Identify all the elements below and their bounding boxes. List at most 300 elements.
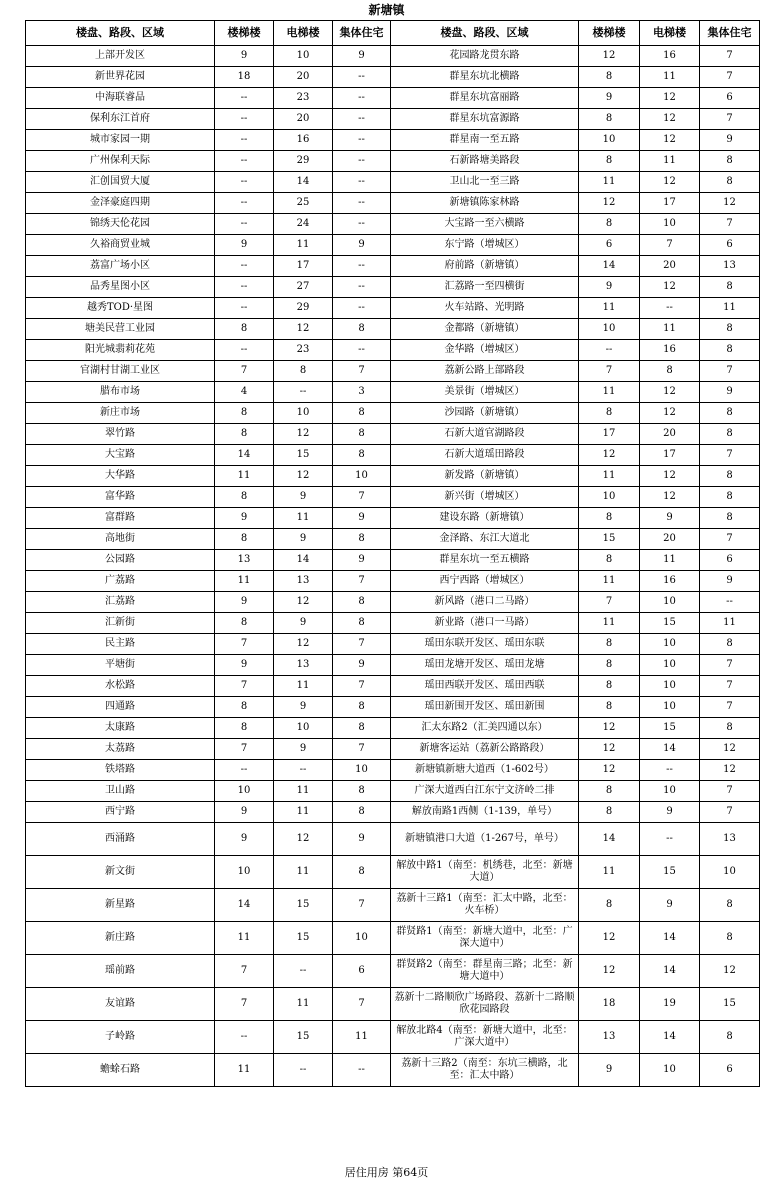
cell-collective-left: 9 <box>333 235 391 256</box>
cell-area-right: 新塘镇港口大道（1-267号，单号） <box>391 823 579 856</box>
cell-elevator-right: 14 <box>640 955 700 988</box>
cell-stair-left: 9 <box>215 508 274 529</box>
cell-area-left: 广荔路 <box>26 571 215 592</box>
cell-collective-left: 7 <box>333 487 391 508</box>
table-row <box>26 718 760 739</box>
cell-area-left: 太荔路 <box>26 739 215 760</box>
cell-elevator-left: 10 <box>274 46 333 67</box>
table-row <box>26 1054 760 1087</box>
cell-collective-left: -- <box>333 1054 391 1087</box>
table-row <box>26 466 760 487</box>
cell-elevator-right: 16 <box>640 340 700 361</box>
cell-elevator-right: 12 <box>640 403 700 424</box>
table-body <box>26 46 760 1087</box>
cell-stair-left: 9 <box>215 235 274 256</box>
cell-collective-right: 8 <box>700 403 760 424</box>
cell-stair-left: -- <box>215 88 274 109</box>
cell-elevator-left: 12 <box>274 592 333 613</box>
cell-collective-right: 7 <box>700 676 760 697</box>
cell-elevator-right: 17 <box>640 445 700 466</box>
cell-elevator-right: 11 <box>640 151 700 172</box>
cell-collective-right: 13 <box>700 256 760 277</box>
cell-collective-left: -- <box>333 67 391 88</box>
cell-elevator-right: 9 <box>640 889 700 922</box>
cell-collective-left: 10 <box>333 760 391 781</box>
cell-elevator-left: 11 <box>274 676 333 697</box>
cell-stair-right: 7 <box>579 361 640 382</box>
cell-elevator-right: 10 <box>640 634 700 655</box>
cell-elevator-right: 10 <box>640 1054 700 1087</box>
cell-elevator-right: 12 <box>640 109 700 130</box>
cell-area-right: 东宁路（增城区） <box>391 235 579 256</box>
cell-elevator-left: 15 <box>274 445 333 466</box>
cell-elevator-right: 16 <box>640 571 700 592</box>
cell-stair-right: 12 <box>579 193 640 214</box>
cell-area-right: 群星东坑富丽路 <box>391 88 579 109</box>
cell-stair-right: 11 <box>579 172 640 193</box>
table-row <box>26 382 760 403</box>
cell-collective-left: -- <box>333 298 391 319</box>
cell-stair-right: 11 <box>579 382 640 403</box>
cell-stair-right: 18 <box>579 988 640 1021</box>
cell-elevator-right: 11 <box>640 550 700 571</box>
cell-collective-right: 7 <box>700 109 760 130</box>
cell-stair-right: 8 <box>579 67 640 88</box>
cell-elevator-left: 13 <box>274 655 333 676</box>
cell-area-right: 瑶田新围开发区、瑶田新围 <box>391 697 579 718</box>
cell-area-left: 子岭路 <box>26 1021 215 1054</box>
table-row <box>26 697 760 718</box>
cell-stair-left: 7 <box>215 676 274 697</box>
cell-elevator-right: 10 <box>640 697 700 718</box>
cell-area-right: 沙园路（新塘镇） <box>391 403 579 424</box>
cell-area-right: 新风路（港口二马路） <box>391 592 579 613</box>
cell-stair-right: 14 <box>579 823 640 856</box>
cell-collective-left: 6 <box>333 955 391 988</box>
cell-area-left: 汇新街 <box>26 613 215 634</box>
cell-area-left: 新庄路 <box>26 922 215 955</box>
cell-elevator-right: 12 <box>640 466 700 487</box>
cell-elevator-right: 11 <box>640 67 700 88</box>
cell-collective-right: 7 <box>700 46 760 67</box>
cell-stair-left: 7 <box>215 634 274 655</box>
cell-area-left: 西涌路 <box>26 823 215 856</box>
cell-collective-right: -- <box>700 592 760 613</box>
cell-elevator-left: 9 <box>274 613 333 634</box>
cell-area-left: 越秀TOD·星图 <box>26 298 215 319</box>
table-row <box>26 214 760 235</box>
cell-collective-right: 6 <box>700 235 760 256</box>
cell-area-right: 大宝路一至六横路 <box>391 214 579 235</box>
cell-collective-right: 8 <box>700 172 760 193</box>
cell-elevator-left: 11 <box>274 781 333 802</box>
cell-stair-left: 7 <box>215 361 274 382</box>
cell-area-right: 汇太东路2（汇美四通以东） <box>391 718 579 739</box>
table-row <box>26 508 760 529</box>
cell-stair-left: 18 <box>215 67 274 88</box>
cell-elevator-left: 10 <box>274 718 333 739</box>
price-table <box>25 20 760 1087</box>
table-row <box>26 760 760 781</box>
cell-stair-left: 8 <box>215 718 274 739</box>
cell-stair-right: 11 <box>579 466 640 487</box>
cell-elevator-right: 7 <box>640 235 700 256</box>
cell-elevator-right: -- <box>640 298 700 319</box>
cell-stair-left: -- <box>215 256 274 277</box>
cell-collective-left: 7 <box>333 739 391 760</box>
table-row <box>26 529 760 550</box>
cell-stair-right: 8 <box>579 802 640 823</box>
cell-stair-right: 11 <box>579 571 640 592</box>
cell-collective-right: 6 <box>700 88 760 109</box>
cell-area-right: 瑶田西联开发区、瑶田西联 <box>391 676 579 697</box>
cell-stair-left: -- <box>215 214 274 235</box>
cell-stair-left: 10 <box>215 856 274 889</box>
table-row <box>26 445 760 466</box>
cell-area-right: 荔新十三路2（南至：东坑三横路，北至：汇太中路） <box>391 1054 579 1087</box>
cell-collective-right: 7 <box>700 802 760 823</box>
table-row <box>26 424 760 445</box>
table-row <box>26 67 760 88</box>
cell-area-left: 阳光城翡莉花苑 <box>26 340 215 361</box>
cell-stair-right: 8 <box>579 655 640 676</box>
cell-elevator-right: 9 <box>640 508 700 529</box>
cell-area-right: 群贤路2（南至：群星南三路；北至：新塘大道中） <box>391 955 579 988</box>
cell-stair-left: 8 <box>215 319 274 340</box>
cell-collective-right: 9 <box>700 571 760 592</box>
table-row <box>26 676 760 697</box>
cell-area-right: 石新大道官湖路段 <box>391 424 579 445</box>
cell-area-left: 瑶前路 <box>26 955 215 988</box>
cell-area-left: 广州保利天际 <box>26 151 215 172</box>
cell-collective-left: 8 <box>333 856 391 889</box>
cell-collective-right: 13 <box>700 823 760 856</box>
cell-stair-left: -- <box>215 193 274 214</box>
cell-collective-right: 7 <box>700 214 760 235</box>
table-row <box>26 109 760 130</box>
cell-area-left: 城市家园一期 <box>26 130 215 151</box>
cell-collective-right: 8 <box>700 922 760 955</box>
table-row <box>26 922 760 955</box>
cell-collective-right: 12 <box>700 739 760 760</box>
cell-elevator-left: 29 <box>274 151 333 172</box>
table-row <box>26 634 760 655</box>
cell-elevator-left: 24 <box>274 214 333 235</box>
cell-collective-left: 9 <box>333 508 391 529</box>
cell-stair-left: 8 <box>215 424 274 445</box>
cell-stair-right: 8 <box>579 550 640 571</box>
cell-area-left: 塘美民营工业园 <box>26 319 215 340</box>
cell-stair-left: -- <box>215 760 274 781</box>
cell-elevator-right: 12 <box>640 88 700 109</box>
cell-elevator-right: 15 <box>640 718 700 739</box>
cell-collective-left: 10 <box>333 922 391 955</box>
cell-collective-left: -- <box>333 340 391 361</box>
cell-stair-right: 13 <box>579 1021 640 1054</box>
table-row <box>26 655 760 676</box>
cell-elevator-left: 9 <box>274 697 333 718</box>
cell-area-right: 群贤路1（南至：新塘大道中，北至：广深大道中） <box>391 922 579 955</box>
cell-area-right: 广深大道西白江东宁文济岭二排 <box>391 781 579 802</box>
cell-area-left: 荔富广场小区 <box>26 256 215 277</box>
table-row <box>26 151 760 172</box>
cell-elevator-left: 17 <box>274 256 333 277</box>
page-title: 新塘镇 <box>368 3 405 17</box>
cell-collective-left: 8 <box>333 319 391 340</box>
table-row <box>26 172 760 193</box>
cell-stair-right: 7 <box>579 592 640 613</box>
col-header-elevator-right: 电梯楼 <box>640 21 700 46</box>
cell-stair-right: -- <box>579 340 640 361</box>
cell-stair-right: 11 <box>579 856 640 889</box>
cell-collective-right: 7 <box>700 361 760 382</box>
cell-area-left: 翠竹路 <box>26 424 215 445</box>
cell-area-left: 友谊路 <box>26 988 215 1021</box>
cell-area-left: 大华路 <box>26 466 215 487</box>
cell-area-right: 解放中路1（南至：机绣巷，北至：新塘大道） <box>391 856 579 889</box>
cell-area-left: 西宁路 <box>26 802 215 823</box>
table-row <box>26 319 760 340</box>
cell-elevator-right: 10 <box>640 676 700 697</box>
cell-stair-left: -- <box>215 1021 274 1054</box>
cell-area-left: 锦绣天伦花园 <box>26 214 215 235</box>
table-row <box>26 856 760 889</box>
cell-elevator-left: 15 <box>274 1021 333 1054</box>
cell-elevator-left: 11 <box>274 235 333 256</box>
table-row <box>26 256 760 277</box>
cell-elevator-left: 12 <box>274 319 333 340</box>
cell-stair-right: 8 <box>579 214 640 235</box>
table-row <box>26 88 760 109</box>
cell-area-right: 群星南一至五路 <box>391 130 579 151</box>
cell-area-right: 瑶田龙塘开发区、瑶田龙塘 <box>391 655 579 676</box>
col-header-elevator-left: 电梯楼 <box>274 21 333 46</box>
cell-collective-left: -- <box>333 172 391 193</box>
cell-collective-left: 7 <box>333 571 391 592</box>
cell-elevator-left: -- <box>274 955 333 988</box>
cell-collective-left: -- <box>333 88 391 109</box>
page-footer: 居住用房 第64页 <box>344 1166 429 1179</box>
cell-collective-right: 8 <box>700 889 760 922</box>
cell-stair-right: 8 <box>579 151 640 172</box>
cell-area-right: 群星东坑一至五横路 <box>391 550 579 571</box>
cell-stair-left: 14 <box>215 445 274 466</box>
cell-stair-right: 9 <box>579 277 640 298</box>
cell-stair-right: 9 <box>579 1054 640 1087</box>
cell-stair-right: 6 <box>579 235 640 256</box>
cell-area-right: 火车站路、光明路 <box>391 298 579 319</box>
cell-stair-left: 11 <box>215 922 274 955</box>
cell-area-right: 荔新十三路1（南至：汇太中路，北至：火车桥） <box>391 889 579 922</box>
cell-stair-left: 14 <box>215 889 274 922</box>
cell-collective-right: 9 <box>700 130 760 151</box>
cell-elevator-right: 16 <box>640 46 700 67</box>
cell-area-left: 蟾蜍石路 <box>26 1054 215 1087</box>
cell-collective-right: 7 <box>700 697 760 718</box>
cell-area-left: 金泽豪庭四期 <box>26 193 215 214</box>
cell-area-right: 新兴街（增城区） <box>391 487 579 508</box>
cell-area-left: 上部开发区 <box>26 46 215 67</box>
cell-collective-left: -- <box>333 109 391 130</box>
cell-stair-right: 8 <box>579 676 640 697</box>
cell-collective-left: 8 <box>333 529 391 550</box>
cell-collective-right: 6 <box>700 550 760 571</box>
cell-area-right: 金泽路、东江大道北 <box>391 529 579 550</box>
cell-area-right: 金都路（新塘镇） <box>391 319 579 340</box>
cell-elevator-left: 29 <box>274 298 333 319</box>
cell-collective-left: 7 <box>333 361 391 382</box>
cell-area-left: 新文街 <box>26 856 215 889</box>
cell-collective-right: 11 <box>700 298 760 319</box>
cell-elevator-right: 12 <box>640 487 700 508</box>
cell-collective-left: 9 <box>333 823 391 856</box>
col-header-area-left: 楼盘、路段、区域 <box>26 21 215 46</box>
cell-area-right: 汇荔路一至四横街 <box>391 277 579 298</box>
table-row <box>26 988 760 1021</box>
cell-collective-right: 8 <box>700 1021 760 1054</box>
cell-elevator-left: 14 <box>274 172 333 193</box>
cell-collective-left: 3 <box>333 382 391 403</box>
cell-collective-left: 8 <box>333 403 391 424</box>
cell-collective-right: 7 <box>700 655 760 676</box>
cell-stair-right: 8 <box>579 403 640 424</box>
cell-elevator-right: 20 <box>640 424 700 445</box>
cell-collective-left: 8 <box>333 613 391 634</box>
cell-stair-right: 10 <box>579 319 640 340</box>
cell-collective-right: 7 <box>700 781 760 802</box>
table-row <box>26 781 760 802</box>
cell-elevator-left: -- <box>274 760 333 781</box>
cell-elevator-right: 8 <box>640 361 700 382</box>
cell-area-right: 群星东坑北横路 <box>391 67 579 88</box>
cell-stair-right: 14 <box>579 256 640 277</box>
cell-elevator-right: -- <box>640 760 700 781</box>
cell-elevator-left: 9 <box>274 487 333 508</box>
cell-stair-left: -- <box>215 130 274 151</box>
cell-stair-left: -- <box>215 109 274 130</box>
cell-stair-left: 11 <box>215 1054 274 1087</box>
cell-area-left: 民主路 <box>26 634 215 655</box>
cell-area-right: 群星东坑富源路 <box>391 109 579 130</box>
cell-area-right: 西宁西路（增城区） <box>391 571 579 592</box>
table-row <box>26 1021 760 1054</box>
cell-area-left: 汇荔路 <box>26 592 215 613</box>
col-header-area-right: 楼盘、路段、区域 <box>391 21 579 46</box>
cell-collective-left: -- <box>333 214 391 235</box>
cell-collective-right: 7 <box>700 445 760 466</box>
table-row <box>26 298 760 319</box>
cell-elevator-left: 11 <box>274 988 333 1021</box>
cell-elevator-right: 10 <box>640 655 700 676</box>
table-row <box>26 46 760 67</box>
cell-collective-left: 9 <box>333 550 391 571</box>
cell-elevator-left: 23 <box>274 88 333 109</box>
cell-area-left: 水松路 <box>26 676 215 697</box>
cell-elevator-right: 10 <box>640 781 700 802</box>
cell-area-right: 新塘镇新塘大道西（1-602号） <box>391 760 579 781</box>
cell-elevator-left: 13 <box>274 571 333 592</box>
cell-collective-right: 8 <box>700 151 760 172</box>
cell-area-right: 金华路（增城区） <box>391 340 579 361</box>
cell-stair-left: 8 <box>215 613 274 634</box>
cell-area-right: 新塘客运站（荔新公路路段） <box>391 739 579 760</box>
cell-elevator-left: 15 <box>274 889 333 922</box>
cell-area-left: 久裕商贸业城 <box>26 235 215 256</box>
cell-collective-right: 6 <box>700 1054 760 1087</box>
cell-area-right: 新发路（新塘镇） <box>391 466 579 487</box>
cell-stair-left: 13 <box>215 550 274 571</box>
cell-area-right: 解放北路4（南至：新塘大道中，北至：广深大道中） <box>391 1021 579 1054</box>
cell-elevator-right: 12 <box>640 172 700 193</box>
col-header-collective-left: 集体住宅 <box>333 21 391 46</box>
cell-stair-right: 8 <box>579 109 640 130</box>
cell-stair-right: 12 <box>579 46 640 67</box>
cell-collective-left: 8 <box>333 424 391 445</box>
cell-area-right: 石新路塘美路段 <box>391 151 579 172</box>
col-header-stair-left: 楼梯楼 <box>215 21 274 46</box>
cell-stair-right: 8 <box>579 634 640 655</box>
cell-stair-left: 11 <box>215 571 274 592</box>
cell-stair-right: 11 <box>579 613 640 634</box>
col-header-stair-right: 楼梯楼 <box>579 21 640 46</box>
cell-collective-right: 8 <box>700 340 760 361</box>
cell-area-left: 大宝路 <box>26 445 215 466</box>
cell-collective-right: 8 <box>700 508 760 529</box>
cell-collective-right: 9 <box>700 382 760 403</box>
cell-stair-right: 12 <box>579 445 640 466</box>
cell-elevator-right: 20 <box>640 529 700 550</box>
cell-elevator-left: 20 <box>274 109 333 130</box>
cell-elevator-left: -- <box>274 382 333 403</box>
cell-collective-left: 9 <box>333 655 391 676</box>
table-row <box>26 823 760 856</box>
cell-elevator-left: 20 <box>274 67 333 88</box>
table-row <box>26 340 760 361</box>
cell-stair-left: -- <box>215 340 274 361</box>
cell-area-right: 府前路（新塘镇） <box>391 256 579 277</box>
cell-area-right: 解放南路1西侧（1-139，单号） <box>391 802 579 823</box>
cell-area-left: 卫山路 <box>26 781 215 802</box>
cell-elevator-right: 19 <box>640 988 700 1021</box>
table-row <box>26 955 760 988</box>
cell-area-right: 荔新十二路顺欣广场路段、荔新十二路顺欣花园路段 <box>391 988 579 1021</box>
cell-elevator-left: 27 <box>274 277 333 298</box>
cell-collective-left: 8 <box>333 802 391 823</box>
cell-stair-left: 9 <box>215 802 274 823</box>
cell-elevator-left: 25 <box>274 193 333 214</box>
cell-stair-left: 10 <box>215 781 274 802</box>
cell-stair-left: 8 <box>215 529 274 550</box>
cell-area-right: 荔新公路上部路段 <box>391 361 579 382</box>
cell-elevator-right: 10 <box>640 214 700 235</box>
cell-stair-left: 7 <box>215 988 274 1021</box>
cell-collective-right: 8 <box>700 487 760 508</box>
cell-collective-left: 8 <box>333 781 391 802</box>
cell-collective-left: 9 <box>333 46 391 67</box>
cell-elevator-left: 16 <box>274 130 333 151</box>
cell-stair-left: -- <box>215 151 274 172</box>
cell-area-right: 美景街（增城区） <box>391 382 579 403</box>
cell-stair-right: 12 <box>579 955 640 988</box>
cell-stair-left: -- <box>215 277 274 298</box>
cell-collective-right: 12 <box>700 955 760 988</box>
cell-stair-left: -- <box>215 298 274 319</box>
cell-area-right: 卫山北一至三路 <box>391 172 579 193</box>
cell-elevator-left: 11 <box>274 856 333 889</box>
cell-collective-right: 12 <box>700 760 760 781</box>
cell-area-left: 四通路 <box>26 697 215 718</box>
table-row <box>26 193 760 214</box>
